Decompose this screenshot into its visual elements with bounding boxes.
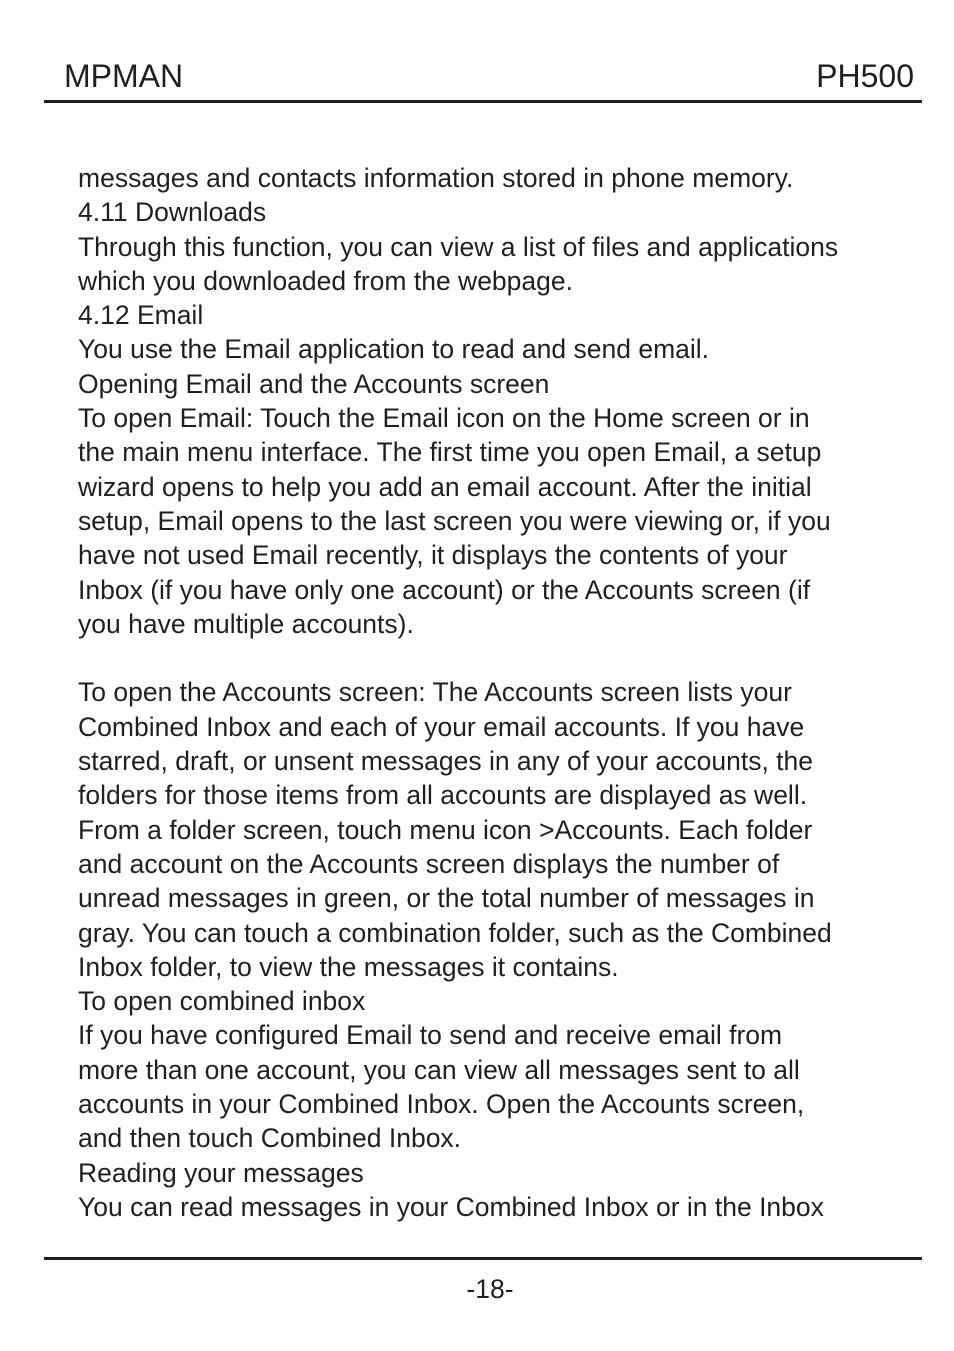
model-name: PH500 bbox=[816, 58, 914, 94]
subheading-opening-email: Opening Email and the Accounts screen bbox=[78, 368, 550, 399]
page-header bbox=[44, 52, 922, 103]
text-line: messages and contacts information stored in phone memory. bbox=[78, 163, 794, 193]
text-line: have not used Email recently, it displays the contents of your bbox=[78, 540, 788, 571]
blank-line bbox=[78, 641, 898, 675]
section-heading-downloads: 4.11 Downloads bbox=[78, 197, 267, 228]
text-line: To open the Accounts screen: The Accounts screen lists your bbox=[78, 677, 792, 708]
text-line: Inbox (if you have only one account) or the Accounts screen (if bbox=[78, 574, 811, 605]
text-line: unread messages in green, or the total number of messages in bbox=[78, 883, 815, 914]
page-number: -18- bbox=[466, 1274, 514, 1304]
text-line: folders for those items from all accounts are displayed as well. bbox=[78, 780, 808, 811]
text-line: gray. You can touch a combination folder, such as the Combined bbox=[78, 917, 832, 948]
text-line: you have multiple accounts). bbox=[78, 608, 414, 639]
text-line: Combined Inbox and each of your email accounts. If you have bbox=[78, 711, 805, 742]
footer-divider bbox=[44, 1257, 922, 1260]
text-line: the main menu interface. The first time you open Email, a setup bbox=[78, 437, 822, 468]
text-line: You can read messages in your Combined Inbox or in the Inbox bbox=[78, 1191, 824, 1222]
text-line: wizard opens to help you add an email account. After the initial bbox=[78, 471, 812, 502]
text-line: Inbox folder, to view the messages it contains. bbox=[78, 951, 619, 982]
text-line: more than one account, you can view all messages sent to all bbox=[78, 1054, 800, 1085]
text-line: setup, Email opens to the last screen you were viewing or, if you bbox=[78, 505, 831, 536]
text-line: which you downloaded from the webpage. bbox=[78, 265, 573, 296]
text-line: If you have configured Email to send and receive email from bbox=[78, 1020, 783, 1051]
subheading-reading-messages: Reading your messages bbox=[78, 1157, 364, 1188]
text-line: and account on the Accounts screen displays the number of bbox=[78, 848, 780, 879]
text-line: and then touch Combined Inbox. bbox=[78, 1123, 462, 1154]
section-heading-email: 4.12 Email bbox=[78, 300, 204, 331]
text-line: Through this function, you can view a list of files and applications bbox=[78, 231, 839, 262]
text-line: starred, draft, or unsent messages in any of your accounts, the bbox=[78, 746, 814, 777]
text-line: You use the Email application to read and send email. bbox=[78, 334, 710, 365]
body-text bbox=[78, 161, 898, 1224]
brand-name: MPMAN bbox=[64, 58, 184, 94]
text-line: From a folder screen, touch menu icon >Accounts. Each folder bbox=[78, 814, 813, 845]
text-line: To open Email: Touch the Email icon on the Home screen or in bbox=[78, 403, 810, 434]
subheading-combined-inbox: To open combined inbox bbox=[78, 986, 366, 1017]
text-line: accounts in your Combined Inbox. Open the Accounts screen, bbox=[78, 1089, 805, 1120]
